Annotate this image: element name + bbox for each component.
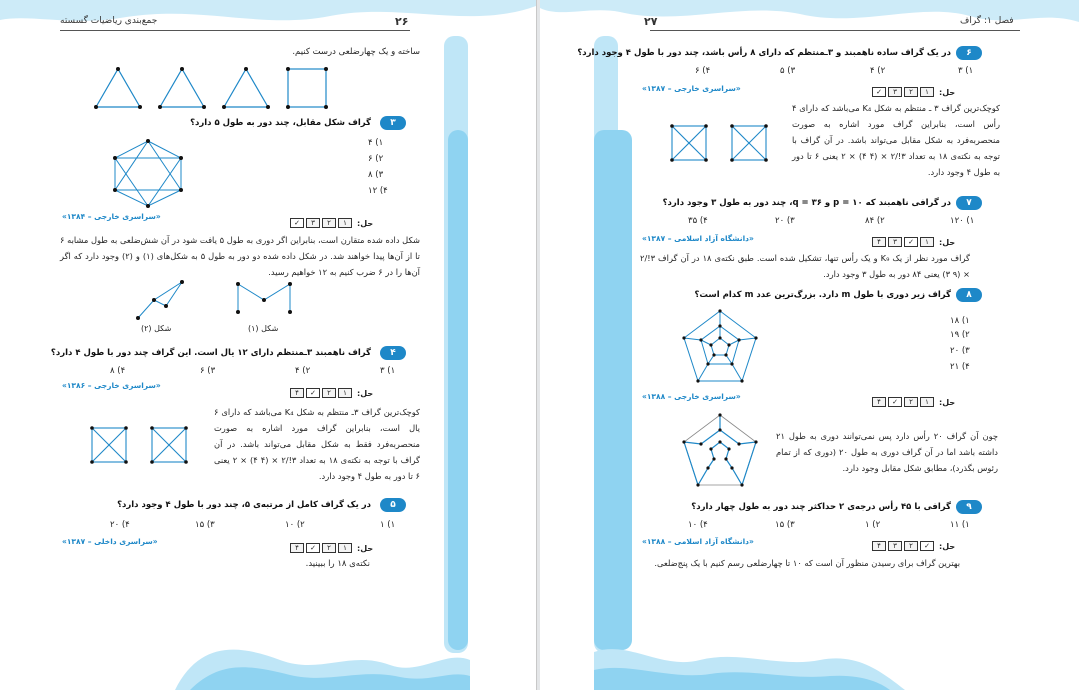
answer-boxes bbox=[872, 541, 955, 551]
answer-box-2[interactable]: ۲ bbox=[904, 397, 918, 407]
option-4[interactable]: ۴) ۸ bbox=[110, 366, 126, 376]
exam-source: «دانشگاه آزاد اسلامی – ۱۳۸۷» bbox=[642, 234, 754, 243]
option-2[interactable]: ۲) ۱۹ bbox=[950, 330, 970, 340]
option-3[interactable]: ۳) ۸ bbox=[368, 170, 384, 180]
answer-box-3-checked[interactable]: ✓ bbox=[306, 543, 320, 553]
header-rule bbox=[650, 30, 1020, 31]
answer-box-3[interactable]: ۳ bbox=[306, 218, 320, 228]
bottom-wave-decoration bbox=[540, 580, 1079, 690]
figure-caption-1: شکل (۱) bbox=[248, 324, 279, 333]
exam-source: «دانشگاه آزاد اسلامی – ۱۳۸۸» bbox=[642, 537, 754, 546]
answer-boxes bbox=[872, 237, 955, 247]
header-title: فصل ۱: گراف bbox=[960, 16, 1014, 26]
option-3[interactable]: ۳) ۱۵ bbox=[775, 520, 795, 530]
intro-line: ساخته و یک چهارضلعی درست کنیم. bbox=[292, 47, 420, 57]
option-3[interactable]: ۳) ۲۰ bbox=[950, 346, 970, 356]
option-2[interactable]: ۲) ۴ bbox=[295, 366, 311, 376]
page-number: ۲۷ bbox=[644, 15, 658, 28]
exam-source: «سراسری داخلی – ۱۳۸۷» bbox=[62, 537, 158, 546]
option-4[interactable]: ۴) ۳۵ bbox=[688, 216, 708, 226]
hamiltonian-cycle-figure bbox=[680, 412, 760, 490]
solution-label: حل: bbox=[357, 388, 374, 398]
solution-label: حل: bbox=[357, 218, 374, 228]
solution-label: حل: bbox=[939, 541, 956, 551]
answer-boxes bbox=[290, 388, 373, 398]
option-4[interactable]: ۴) ۱۰ bbox=[688, 520, 708, 530]
option-4[interactable]: ۴) ۱۲ bbox=[368, 186, 388, 196]
answer-box-3-checked[interactable]: ✓ bbox=[888, 397, 902, 407]
answer-box-2[interactable]: ۲ bbox=[322, 388, 336, 398]
answer-boxes bbox=[290, 543, 373, 553]
option-2[interactable]: ۲) ۴ bbox=[870, 66, 886, 76]
answer-box-4[interactable]: ۴ bbox=[290, 543, 304, 553]
answer-box-4[interactable]: ۴ bbox=[872, 237, 886, 247]
right-page bbox=[540, 0, 1079, 690]
answer-box-3[interactable]: ۳ bbox=[888, 87, 902, 97]
answer-box-4-checked[interactable]: ✓ bbox=[290, 218, 304, 228]
question-text: گراف زیر دوری با طول m دارد. بزرگ‌ترین عدد m کدام است؟ bbox=[694, 290, 951, 300]
answer-box-4[interactable]: ۴ bbox=[872, 541, 886, 551]
solution-text: چون آن گراف ۲۰ رأس دارد پس نمی‌توانند دوری به طول ۲۱ داشته باشد اما در آن گراف دوری به طول ۲۰ (دوری که از تمام رئوس بگذرد)، مطابق شکل مقابل وجود دارد. bbox=[776, 431, 998, 473]
answer-box-3[interactable]: ۳ bbox=[888, 541, 902, 551]
answer-box-4[interactable]: ۴ bbox=[290, 388, 304, 398]
solution-label: حل: bbox=[939, 397, 956, 407]
option-1[interactable]: ۱) ۱۲۰ bbox=[950, 216, 975, 226]
answer-box-2[interactable]: ۲ bbox=[322, 543, 336, 553]
left-page bbox=[0, 0, 536, 690]
question-text: در یک گراف ساده ناهمبند و ۳ـمنتظم که دارای ۸ رأس باشد، چند دور با طول ۴ وجود دارد؟ bbox=[577, 48, 951, 58]
margin-strip-inner bbox=[448, 130, 468, 650]
answer-box-1[interactable]: ۱ bbox=[920, 87, 934, 97]
answer-box-4-checked[interactable]: ✓ bbox=[872, 87, 886, 97]
solution-label: حل: bbox=[939, 87, 956, 97]
solution-text: کوچک‌ترین گراف ۳ـ منتظم به شکل K₄ می‌باشد که دارای ۶ یال است، بنابراین گراف مورد اشاره به صورت منحصربه‌فرد فقط به شکل مقابل می‌تواند باشد. در آن گراف با توجه به نکته‌ی ۱۸ به تعداد ۳!/۲ × (۴ ۴) × ۲ یعنی ۶ تا دور به طول ۴ وجود دارد. bbox=[214, 407, 421, 481]
question-number-badge: ۴ bbox=[380, 346, 406, 360]
answer-box-2[interactable]: ۲ bbox=[904, 87, 918, 97]
hexagon-graph-figure bbox=[108, 138, 188, 208]
option-3[interactable]: ۳) ۶ bbox=[200, 366, 216, 376]
solution-text: بهترین گراف برای رسیدن منظور آن است که ۱۰ تا چهارضلعی رسم کنیم با یک پنج‌ضلعی. bbox=[654, 558, 960, 568]
solution-text: شکل داده شده متقارن است، بنابراین اگر دوری به طول ۵ یافت شود در آن شش‌ضلعی به طول مشابه ۶ تا از آن‌ها پیدا خواهند شد. در شکل داده شده دو دور به طول ۵ به شکل‌های (۱) و (۲) وجود دارد که اگر آن‌ها را در ۶ ضرب کنیم به ۱۲ خواهیم رسید. bbox=[60, 235, 421, 277]
triangle-figures bbox=[90, 63, 330, 113]
option-3[interactable]: ۳) ۱۵ bbox=[195, 520, 215, 530]
option-1[interactable]: ۱) ۱۱ bbox=[950, 520, 970, 530]
answer-boxes bbox=[872, 87, 955, 97]
option-2[interactable]: ۲) ۱۰ bbox=[285, 520, 305, 530]
header-rule bbox=[60, 30, 410, 31]
question-text: گرافی با ۴۵ رأس درجه‌ی ۲ حداکثر چند دور به طول چهار دارد؟ bbox=[691, 502, 951, 512]
answer-box-1[interactable]: ۱ bbox=[338, 218, 352, 228]
answer-box-3[interactable]: ۳ bbox=[888, 237, 902, 247]
margin-strip-inner bbox=[594, 130, 632, 650]
k4-pair-figure bbox=[668, 122, 778, 164]
solution-text: کوچک‌ترین گراف ۳ ـ منتظم به شکل K₄ می‌باشد که دارای ۴ رأس است، بنابراین گراف مورد اشاره به صورت منحصربه‌فرد به شکل مقابل می‌تواند باشد. در آن گراف با توجه به نکته‌ی ۱۸ به تعداد ۳!/۲ × (۴ ۴) × ۲ یعنی ۶ تا دور به طول ۴ وجود دارد. bbox=[792, 103, 1000, 177]
question-text: گراف ناهمبند ۳ـمنتظم دارای ۱۲ یال است. این گراف چند دور با طول ۴ دارد؟ bbox=[50, 348, 371, 358]
question-number-badge: ۷ bbox=[956, 196, 982, 210]
exam-source: «سراسری خارجی – ۱۳۸۴» bbox=[62, 212, 161, 221]
answer-boxes bbox=[872, 397, 955, 407]
option-3[interactable]: ۳) ۵ bbox=[780, 66, 796, 76]
solution-text: نکته‌ی ۱۸ را ببینید. bbox=[305, 559, 370, 569]
question-number-badge: ۳ bbox=[380, 116, 406, 130]
k4-pair-figure bbox=[88, 424, 198, 466]
exam-source: «سراسری خارجی – ۱۳۸۸» bbox=[642, 392, 741, 401]
page-number: ۲۶ bbox=[395, 15, 409, 28]
answer-box-1[interactable]: ۱ bbox=[920, 397, 934, 407]
header-title: جمع‌بندی ریاضیات گسسته bbox=[60, 16, 158, 26]
question-number-badge: ۹ bbox=[956, 500, 982, 514]
answer-box-2[interactable]: ۲ bbox=[322, 218, 336, 228]
option-1[interactable]: ۱) ۳ bbox=[380, 366, 396, 376]
solution-label: حل: bbox=[939, 237, 956, 247]
question-number-badge: ۸ bbox=[956, 288, 982, 302]
answer-box-2[interactable]: ۲ bbox=[904, 541, 918, 551]
dodecahedron-graph-figure bbox=[680, 308, 760, 386]
answer-box-1-checked[interactable]: ✓ bbox=[920, 541, 934, 551]
exam-source: «سراسری خارجی – ۱۳۸۷» bbox=[642, 84, 741, 93]
question-text: در یک گراف کامل از مرتبه‌ی ۵، چند دور با طول ۴ وجود دارد؟ bbox=[117, 500, 371, 510]
answer-box-1[interactable]: ۱ bbox=[920, 237, 934, 247]
answer-box-1[interactable]: ۱ bbox=[338, 543, 352, 553]
answer-box-3-checked[interactable]: ✓ bbox=[306, 388, 320, 398]
cycle-figure-2 bbox=[136, 280, 186, 322]
cycle-figure-1 bbox=[236, 280, 296, 316]
answer-boxes bbox=[290, 218, 373, 228]
option-2[interactable]: ۲) ۱ bbox=[865, 520, 881, 530]
answer-box-1[interactable]: ۱ bbox=[338, 388, 352, 398]
question-number-badge: ۶ bbox=[956, 46, 982, 60]
solution-text: گراف مورد نظر از یک K₉ و یک رأس تنها، تشکیل شده است. طبق نکته‌ی ۱۸ در آن گراف ۳!/۲ × (۹ ۳) یعنی ۸۴ دور به طول ۳ وجود دارد. bbox=[640, 253, 970, 279]
option-1[interactable]: ۱) ۱ bbox=[380, 520, 396, 530]
option-4[interactable]: ۴) ۲۱ bbox=[950, 362, 970, 372]
question-text: در گرافی ناهمبند که p = ۱۰ و q = ۳۶، چند دور به طول ۳ وجود دارد؟ bbox=[662, 198, 951, 208]
option-4[interactable]: ۴) ۶ bbox=[695, 66, 711, 76]
option-1[interactable]: ۱) ۴ bbox=[368, 138, 384, 148]
question-text: گراف شکل مقابل، چند دور به طول ۵ دارد؟ bbox=[190, 118, 371, 128]
solution-label: حل: bbox=[357, 543, 374, 553]
bottom-wave-decoration bbox=[0, 580, 536, 690]
figure-caption-2: شکل (۲) bbox=[141, 324, 172, 333]
option-3[interactable]: ۳) ۲۰ bbox=[775, 216, 795, 226]
option-2[interactable]: ۲) ۶ bbox=[368, 154, 384, 164]
question-number-badge: ۵ bbox=[380, 498, 406, 512]
option-2[interactable]: ۲) ۸۴ bbox=[865, 216, 885, 226]
answer-box-4[interactable]: ۴ bbox=[872, 397, 886, 407]
answer-box-2-checked[interactable]: ✓ bbox=[904, 237, 918, 247]
option-1[interactable]: ۱) ۱۸ bbox=[950, 316, 970, 326]
option-4[interactable]: ۴) ۲۰ bbox=[110, 520, 130, 530]
option-1[interactable]: ۱) ۳ bbox=[958, 66, 974, 76]
exam-source: «سراسری خارجی – ۱۳۸۶» bbox=[62, 381, 161, 390]
